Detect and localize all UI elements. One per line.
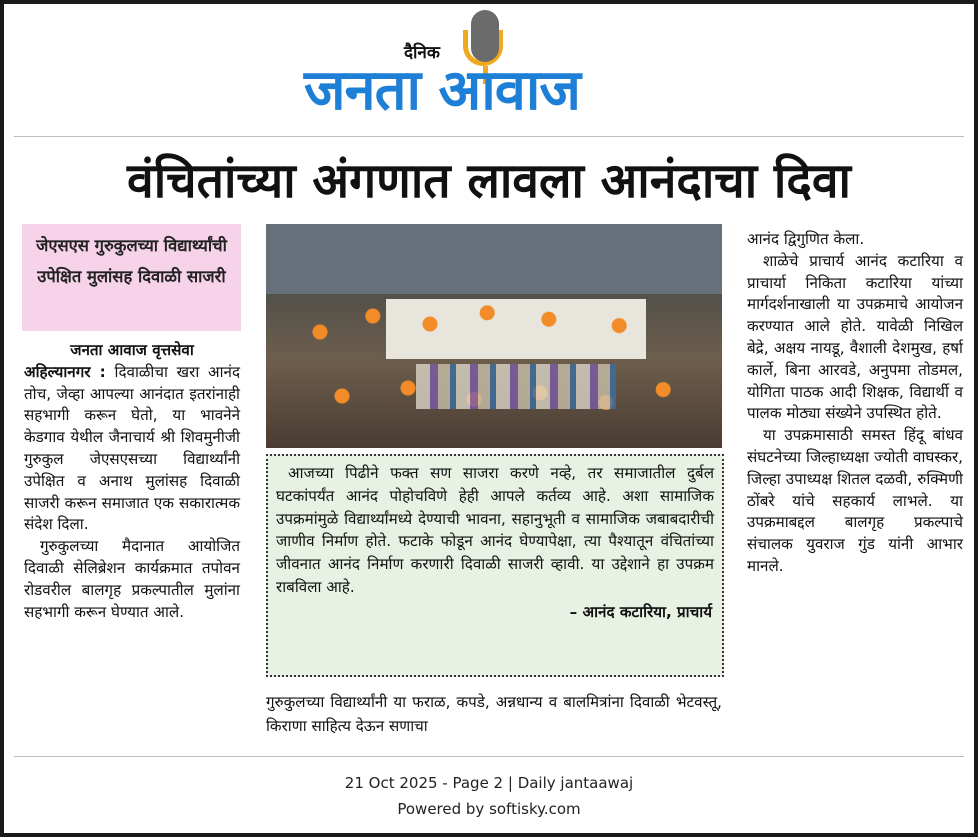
paragraph: गुरुकुलच्या मैदानात आयोजित दिवाळी सेलिब्रेशन कार्यक्रमात तपोवन रोडवरील बालगृह प्रकल्पातील मुलांना सहभागी करून घेण्यात आले. [24,537,240,621]
dateline: अहिल्यानगर : [24,362,106,381]
quote-text: आजच्या पिढीने फक्त सण साजरा करणे नव्हे, तर समाजातील दुर्बल घटकांपर्यंत आनंद पोहोचविणे हेही आपले कर्तव्य आहे. अशा सामाजिक उपक्रमांमुळे विद्यार्थ्यांमध्ये देण्याची भावना, सहानुभूती व सामाजिक जबाबदारीची जाणीव निर्माण होते. फटाके फोडून आनंद घेण्यापेक्षा, त्या पैश्यातून वंचितांच्या जीवनात आनंद निर्माण करणारी दिवाळी साजरी व्हावी. या उद्देशाने हा उपक्रम राबविला आहे. [276,464,714,596]
byline: जनता आवाज वृत्तसेवा [70,341,194,359]
paragraph-text: दिवाळीचा खरा आनंद तोच, जेव्हा आपल्या आनंदात इतरांनाही सहभागी करून घेतो, या भावनेने केडगाव येथील जैनाचार्य श्री शिवमुनीजी गुरुकुल जेएसएसच्या विद्यार्थ्यांनी उपेक्षित व अनाथ मुलांसह दिवाळी साजरी करून समाजात एक सकारात्मक संदेश दिला. [24,362,241,534]
divider [14,136,964,137]
paragraph [24,362,240,536]
masthead-logo: जनता आवाज [304,58,580,123]
divider [14,756,964,757]
paragraph: शाळेचे प्राचार्य आनंद कटारिया व प्राचार्या निकिता कटारिया यांच्या मार्गदर्शनाखाली या उपक्रमाचे आयोजन करण्यात आले होते. यावेळी निखिल बेद्रे, अक्षय नायडू, वैशाली देशमुख, हर्षा कार्ले, बिना आरवडे, अनुपमा तोडमल, योगिता पाठक आदी शिक्षक, विद्यार्थी व पालक मोठ्या संख्येने उपस्थित होते. [747,251,963,423]
masthead [300,8,680,126]
quote-attribution: – आनंद कटारिया, प्राचार्य [569,602,712,621]
paragraph: आनंद द्विगुणित केला. [747,230,865,248]
footer-powered-by: Powered by softisky.com [397,800,581,818]
masthead-prefix: दैनिक [404,43,440,63]
headline: वंचितांच्या अंगणात लावला आनंदाचा दिवा [127,153,851,209]
article-column-right [747,229,963,578]
paragraph: या उपक्रमासाठी समस्त हिंदू बांधव संघटनेच्या जिल्हाध्यक्षा ज्योती वाघस्कर, जिल्हा उपाध्यक्ष शितल दळवी, रुक्मिणी ठोंबरे यांचे सहकार्य लाभले. या उपक्रमाबद्दल बालगृह प्रकल्पाचे संचालक युवराज गुंड यांनी आभार मानले. [747,426,963,575]
paragraph: गुरुकुलच्या विद्यार्थ्यांनी या फराळ, कपडे, अन्नधान्य व बालमित्रांना दिवाळी भेटवस्तू, किराणा साहित्य देऊन सणाचा [266,693,722,735]
article-column-middle [266,690,722,738]
article-column-left [24,340,240,623]
quote-box [266,454,724,677]
footer-edition: 21 Oct 2025 - Page 2 | Daily jantaawaj [344,774,634,792]
news-photo [266,224,722,448]
subheadline-box: जेएसएस गुरुकुलच्या विद्यार्थ्यांची उपेक्षित मुलांसह दिवाळी साजरी [22,224,241,331]
